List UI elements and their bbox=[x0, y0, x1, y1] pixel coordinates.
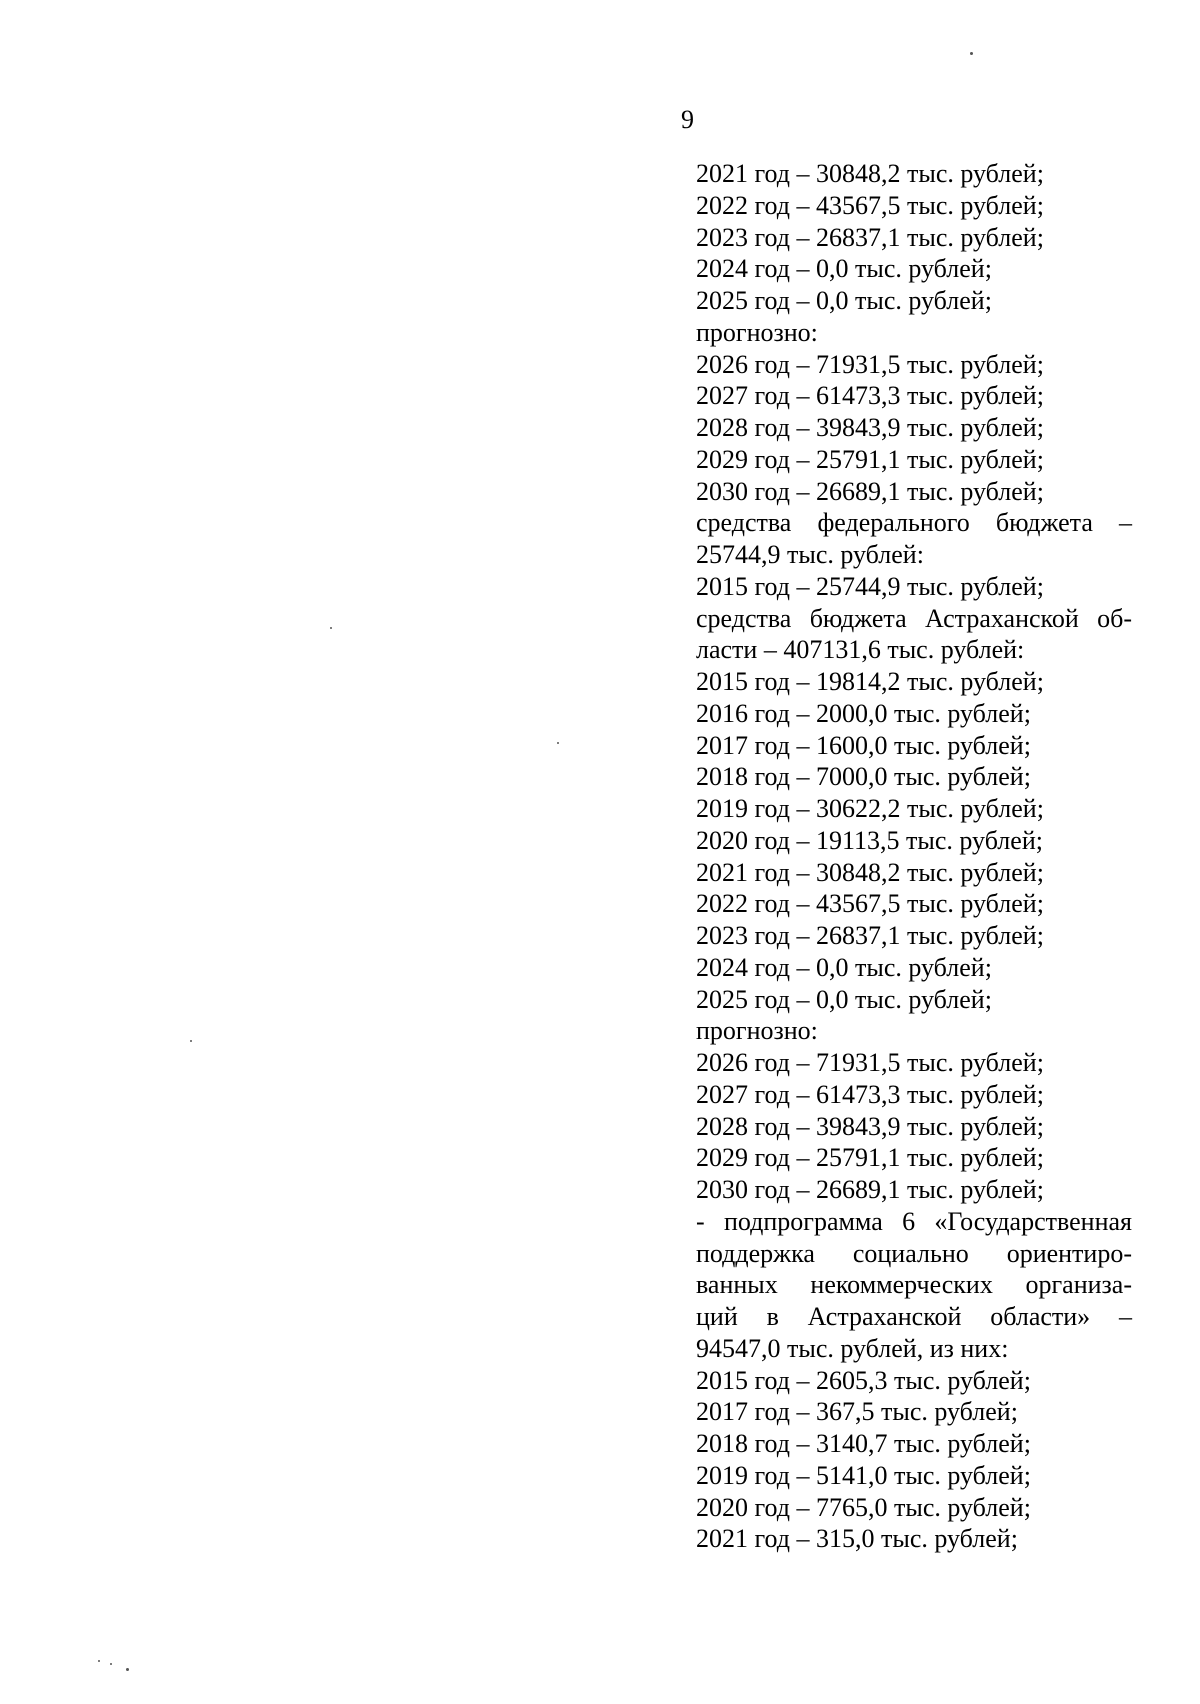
scan-speck bbox=[126, 1668, 129, 1671]
text-line: 2017 год – 367,5 тыс. рублей; bbox=[696, 1397, 1018, 1427]
text-line: 2023 год – 26837,1 тыс. рублей; bbox=[696, 921, 1044, 950]
text-line: 2029 год – 25791,1 тыс. рублей; bbox=[696, 1143, 1044, 1173]
text-line: 2015 год – 25744,9 тыс. рублей; bbox=[696, 571, 1044, 601]
scan-speck bbox=[190, 1040, 192, 1042]
scan-speck bbox=[110, 1663, 112, 1665]
text-line: 2021 год – 315,0 тыс. рублей; bbox=[696, 1524, 1018, 1554]
text-line: 2015 год – 2605,3 тыс. рублей; bbox=[696, 1365, 1031, 1395]
text-line: 2025 год – 0,0 тыс. рублей; bbox=[696, 984, 992, 1014]
text-line: 2027 год – 61473,3 тыс. рублей; bbox=[696, 1079, 1044, 1109]
text-line: 2027 год – 61473,3 тыс. рублей; bbox=[696, 381, 1044, 411]
text-line: 2025 год – 0,0 тыс. рублей; bbox=[696, 286, 992, 315]
document-text bbox=[696, 158, 1132, 1555]
text-line: ций в Астраханской области» – bbox=[696, 1302, 1132, 1331]
scan-speck bbox=[330, 627, 332, 629]
text-line: 2021 год – 30848,2 тыс. рублей; bbox=[696, 857, 1044, 887]
text-line: ванных некоммерческих организа- bbox=[696, 1270, 1132, 1300]
text-line: 94547,0 тыс. рублей, из них: bbox=[696, 1333, 1009, 1363]
text-line: 2020 год – 7765,0 тыс. рублей; bbox=[696, 1492, 1031, 1522]
text-line: 2022 год – 43567,5 тыс. рублей; bbox=[696, 889, 1044, 919]
text-line: поддержка социально ориентиро- bbox=[696, 1238, 1132, 1268]
text-line: средства федерального бюджета – bbox=[696, 508, 1132, 538]
text-line: 2018 год – 3140,7 тыс. рублей; bbox=[696, 1429, 1031, 1458]
text-line: 2019 год – 5141,0 тыс. рублей; bbox=[696, 1460, 1031, 1490]
scan-speck bbox=[98, 1660, 100, 1662]
text-line: 2024 год – 0,0 тыс. рублей; bbox=[696, 254, 992, 284]
text-line: 2026 год – 71931,5 тыс. рублей; bbox=[696, 349, 1044, 379]
text-line: 2023 год – 26837,1 тыс. рублей; bbox=[696, 222, 1044, 252]
text-line: 2018 год – 7000,0 тыс. рублей; bbox=[696, 762, 1031, 792]
text-line: 2020 год – 19113,5 тыс. рублей; bbox=[696, 825, 1043, 855]
text-line: прогнозно: bbox=[696, 317, 818, 347]
text-line: 2026 год – 71931,5 тыс. рублей; bbox=[696, 1048, 1044, 1077]
scan-speck bbox=[970, 52, 973, 55]
text-line: 2017 год – 1600,0 тыс. рублей; bbox=[696, 730, 1031, 760]
text-line: прогнозно: bbox=[696, 1016, 818, 1046]
text-line: 2015 год – 19814,2 тыс. рублей; bbox=[696, 667, 1044, 696]
text-line: 2030 год – 26689,1 тыс. рублей; bbox=[696, 476, 1044, 506]
text-line: 2019 год – 30622,2 тыс. рублей; bbox=[696, 794, 1044, 823]
text-line: 2028 год – 39843,9 тыс. рублей; bbox=[696, 1111, 1044, 1141]
text-line: 2030 год – 26689,1 тыс. рублей; bbox=[696, 1175, 1044, 1204]
text-line: 2029 год – 25791,1 тыс. рублей; bbox=[696, 444, 1044, 474]
text-line: 2021 год – 30848,2 тыс. рублей; bbox=[696, 159, 1044, 188]
text-line: 2022 год – 43567,5 тыс. рублей; bbox=[696, 190, 1044, 220]
text-line: 2028 год – 39843,9 тыс. рублей; bbox=[696, 413, 1044, 442]
text-line: - подпрограмма 6 «Государственная bbox=[696, 1206, 1132, 1236]
page-number: 9 bbox=[681, 105, 694, 134]
text-line: 25744,9 тыс. рублей: bbox=[696, 540, 924, 569]
text-line: 2016 год – 2000,0 тыс. рублей; bbox=[696, 698, 1031, 728]
text-line: 2024 год – 0,0 тыс. рублей; bbox=[696, 952, 992, 982]
text-line: ласти – 407131,6 тыс. рублей: bbox=[696, 635, 1025, 665]
scan-speck bbox=[557, 742, 559, 744]
text-line: средства бюджета Астраханской об- bbox=[696, 603, 1132, 633]
